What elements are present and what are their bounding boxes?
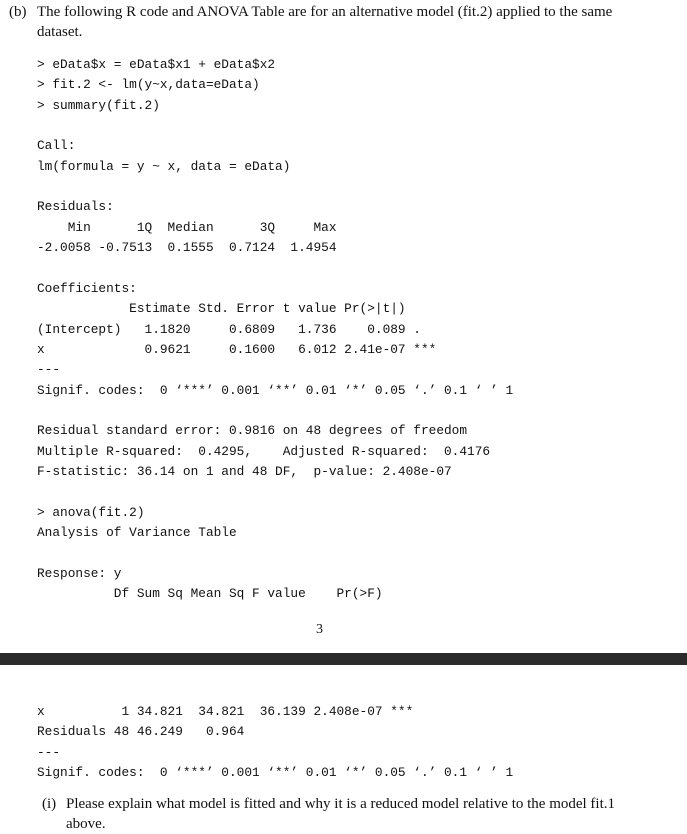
code-line: > eData$x = eData$x1 + eData$x2 (37, 57, 276, 72)
part-b-label: (b) (9, 4, 27, 20)
part-b-text-line2: dataset. (37, 24, 83, 40)
code-line: Coefficients: (37, 280, 137, 296)
code-line: Response: y (37, 565, 122, 581)
code-line: x 1 34.821 34.821 36.139 2.408e-07 *** (37, 704, 414, 719)
code-line: Signif. codes: 0 ‘***’ 0.001 ‘**’ 0.01 ‘*’ 0.05 ‘.’ 0.1 ‘ ’ 1 (37, 382, 514, 398)
code-line: lm(formula = y ~ x, data = eData) (37, 158, 291, 174)
code-line: > fit.2 <- lm(y~x,data=eData) (37, 77, 260, 93)
page-number: 3 (316, 622, 323, 637)
code-line: -2.0058 -0.7513 0.1555 0.7124 1.4954 (37, 240, 337, 256)
code-line: --- (37, 744, 61, 760)
part-i-text-line2: above. (66, 816, 106, 832)
code-line: > anova(fit.2) (37, 504, 145, 520)
code-line: Signif. codes: 0 ‘***’ 0.001 ‘**’ 0.01 ‘*’ 0.05 ‘.’ 0.1 ‘ ’ 1 (37, 765, 514, 781)
part-i-text-line1: Please explain what model is fitted and why it is a reduced model relative to the model fit.1 (66, 796, 616, 812)
code-line: --- (37, 362, 61, 378)
code-line: Df Sum Sq Mean Sq F value Pr(>F) (37, 586, 383, 602)
code-line: Analysis of Variance Table (37, 525, 237, 541)
code-line: Estimate Std. Error t value Pr(>|t|) (37, 301, 406, 317)
code-line: Min 1Q Median 3Q Max (37, 219, 337, 235)
code-line: Residuals: (37, 199, 114, 215)
code-line: (Intercept) 1.1820 0.6809 1.736 0.089 . (37, 321, 421, 337)
code-line: Residuals 48 46.249 0.964 (37, 724, 245, 740)
part-i-label: (i) (42, 796, 57, 812)
code-line: F-statistic: 36.14 on 1 and 48 DF, p-value: 2.408e-07 (37, 464, 452, 479)
code-line: > summary(fit.2) (37, 97, 160, 113)
code-line: x 0.9621 0.1600 6.012 2.41e-07 *** (37, 341, 437, 357)
part-b-text-line1: The following R code and ANOVA Table are for an alternative model (fit.2) applied to the same (37, 4, 613, 20)
code-line: Call: (37, 138, 76, 154)
code-line: Multiple R-squared: 0.4295, Adjusted R-squared: 0.4176 (37, 443, 491, 459)
code-line: Residual standard error: 0.9816 on 48 degrees of freedom (37, 423, 468, 439)
page-break-divider (0, 653, 687, 665)
